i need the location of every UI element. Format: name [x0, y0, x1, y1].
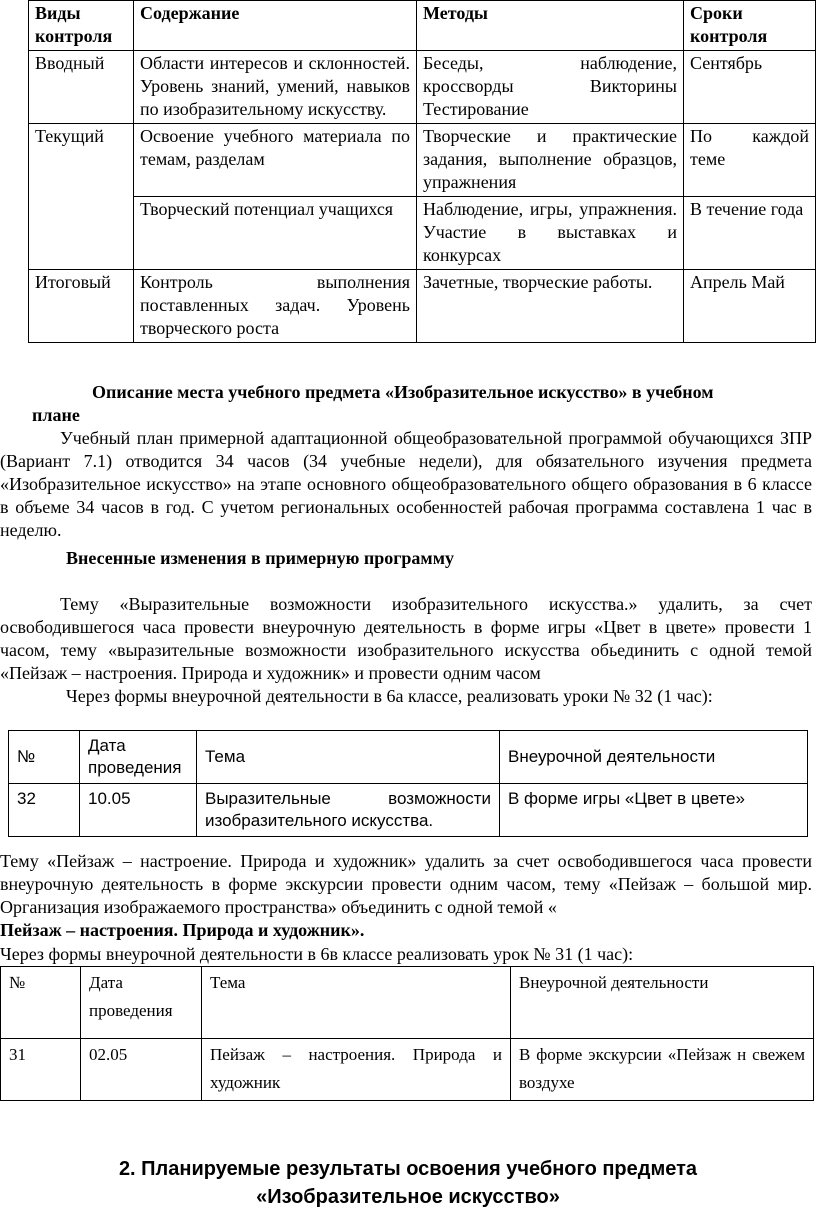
t6a-h-activity: Внеурочной деятельности [500, 731, 808, 784]
header-cell-methods: Методы [417, 1, 684, 51]
cell-terms: По каждой теме [684, 124, 816, 197]
cell-methods: Творческие и практические задания, выполнение образцов, упражнения [417, 124, 684, 197]
final-heading-line2: «Изобразительное искусство» [256, 1186, 560, 1208]
t6a-num: 32 [9, 784, 80, 837]
table-row [29, 124, 816, 197]
table-6a [8, 730, 808, 837]
t6a-h-date: Дата проведения [80, 731, 197, 784]
section-changes-paragraph2 [0, 850, 812, 942]
control-table [28, 0, 816, 343]
cell-type: Итоговый [29, 270, 134, 343]
t6v-h-date: Дата проведения [81, 967, 202, 1039]
paragraph2-text: Тему «Пейзаж – настроение. Природа и художник» удалить за счет освободившегося часа провести внеурочную деятельность в форме экскурсии провести одним часом, тему «Пейзаж – большой мир. Организация изображаемого пространства» объединить с одной темой « [0, 851, 812, 917]
section-place-title-line1: Описание места учебного предмета «Изобразительное искусство» в учебном [92, 382, 714, 402]
table-row [29, 270, 816, 343]
t6a-h-topic: Тема [197, 731, 500, 784]
section-place-title-line2: плане [32, 405, 80, 425]
section-changes-paragraph1: Тему «Выразительные возможности изобразительного искусства.» удалить, за счет освободившегося часа провести внеурочную деятельность в форме игры «Цвет в цвете» провести 1 часом, тему «выразительные возможности изобразительного искусства обьединить с одной темой «Пейзаж – настроения. Природа и художник» и провести одним часом [0, 594, 812, 683]
table-row [1, 1039, 814, 1101]
table-row [9, 784, 808, 837]
section-place-title [32, 381, 812, 427]
t6a-topic: Выразительные возможности изобразительного искусства. [197, 784, 500, 837]
cell-methods: Зачетные, творческие работы. [417, 270, 684, 343]
cell-content: Области интересов и склонностей. Уровень знаний, умений, навыков по изобразительному искусству. [134, 51, 417, 124]
paragraph2-bold: Пейзаж – настроения. Природа и художник». [0, 920, 365, 940]
cell-terms: Апрель Май [684, 270, 816, 343]
t6v-h-num: № [1, 967, 81, 1039]
t6a-h-num: № [9, 731, 80, 784]
table-6a-header [9, 731, 808, 784]
table-6v-header [1, 967, 814, 1039]
t6v-num: 31 [1, 1039, 81, 1101]
header-cell-terms: Сроки контроля [684, 1, 816, 51]
cell-content: Освоение учебного материала по темам, разделам [134, 124, 417, 197]
cell-type: Вводный [29, 51, 134, 124]
table-row [29, 51, 816, 124]
t6a-activity: В форме игры «Цвет в цвете» [500, 784, 808, 837]
t6a-date: 10.05 [80, 784, 197, 837]
header-cell-type: Виды контроля [29, 1, 134, 51]
table-row [29, 197, 816, 270]
line-6v: Через формы внеурочной деятельности в 6в классе реализовать урок № 31 (1 час): [0, 944, 634, 964]
cell-methods: Наблюдение, игры, упражнения. Участие в выставках и конкурсах [417, 197, 684, 270]
header-cell-content: Содержание [134, 1, 417, 51]
cell-methods: Беседы, наблюдение, кроссворды Викторины Тестирование [417, 51, 684, 124]
cell-terms: В течение года [684, 197, 816, 270]
section-changes-title: Внесенные изменения в примерную программу [66, 548, 454, 568]
section-place-paragraph: Учебный план примерной адаптационной общеобразовательной программой обучающихся ЗПР (Вариант 7.1) отводится 34 часов (34 учебные недели), для обязательного изучения предмета «Изобразительное искусство» на этапе основного общеобразовательного общего образования в 6 классе в объеме 34 часов в год. С учетом региональных особенностей рабочая программа составлена 1 час в неделю. [0, 428, 812, 540]
final-heading-line1: 2. Планируемые результаты освоения учебного предмета [118, 1158, 698, 1180]
t6v-h-activity: Внеурочной деятельности [511, 967, 814, 1039]
cell-content: Контроль выполнения поставленных задач. Уровень творческого роста [134, 270, 417, 343]
t6v-activity: В форме экскурсии «Пейзаж н свежем воздухе [511, 1039, 814, 1101]
control-table-header [29, 1, 816, 51]
t6v-h-topic: Тема [202, 967, 511, 1039]
cell-type: Текущий [29, 124, 134, 270]
t6v-topic: Пейзаж – настроения. Природа и художник [202, 1039, 511, 1101]
cell-content: Творческий потенциал учащихся [134, 197, 417, 270]
table-6v [0, 966, 814, 1101]
cell-terms: Сентябрь [684, 51, 816, 124]
line-6a: Через формы внеурочной деятельности в 6а классе, реализовать уроки № 32 (1 час): [66, 686, 713, 706]
t6v-date: 02.05 [81, 1039, 202, 1101]
